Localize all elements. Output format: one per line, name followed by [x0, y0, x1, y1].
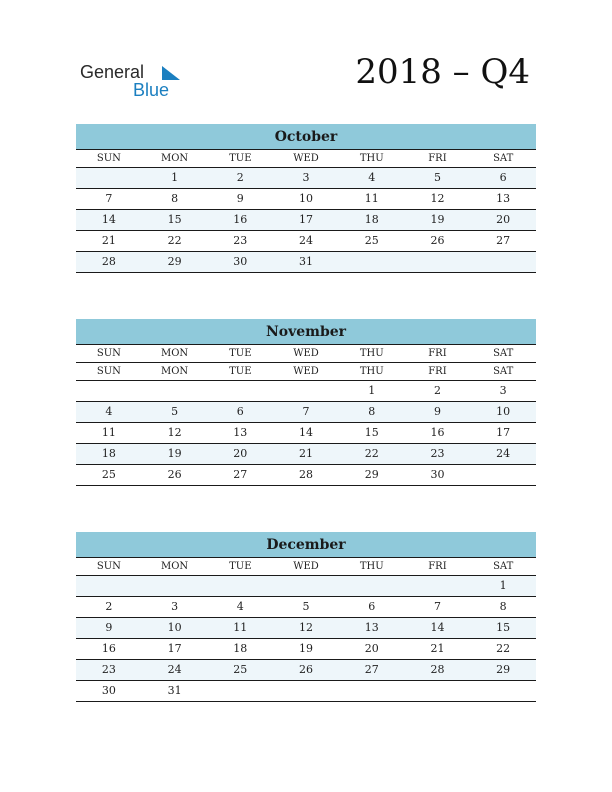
day-cell: 31 — [167, 684, 182, 697]
day-cell: 18 — [364, 213, 379, 226]
weekday-label: SUN — [96, 366, 121, 377]
general-blue-logo — [80, 62, 180, 102]
weekday-label: SUN — [96, 561, 121, 572]
day-cell: 22 — [496, 642, 511, 655]
day-cell: 5 — [171, 405, 179, 418]
day-cell: 8 — [368, 405, 376, 418]
logo-word-general: General — [80, 62, 145, 82]
day-cell: 29 — [364, 468, 379, 481]
day-cell: 18 — [233, 642, 248, 655]
day-cell — [207, 381, 273, 401]
day-cell: 17 — [167, 642, 182, 655]
day-cell: 3 — [302, 171, 310, 184]
day-cell: 23 — [101, 663, 116, 676]
day-cell: 15 — [167, 213, 182, 226]
day-cell: 28 — [101, 255, 116, 268]
day-cell: 27 — [233, 468, 248, 481]
day-cell: 19 — [167, 447, 182, 460]
weekday-label: FRI — [428, 348, 447, 359]
day-cell — [470, 681, 536, 701]
weekday-label: SAT — [493, 366, 514, 377]
weekday-label: TUE — [229, 561, 252, 572]
month-title: October — [76, 124, 536, 150]
page-title: 2018 – Q4 — [355, 52, 530, 92]
week-row — [76, 618, 536, 639]
day-cell: 23 — [233, 234, 248, 247]
day-cell: 9 — [433, 405, 441, 418]
day-cell — [405, 576, 471, 596]
week-row — [76, 381, 536, 402]
weekday-label: THU — [359, 153, 384, 164]
weekday-label: SUN — [96, 153, 121, 164]
day-cell: 22 — [167, 234, 182, 247]
day-cell: 11 — [101, 426, 116, 439]
day-cell — [405, 681, 471, 701]
day-cell — [76, 576, 142, 596]
day-cell: 2 — [105, 600, 113, 613]
day-cell — [142, 381, 208, 401]
day-cell: 28 — [299, 468, 314, 481]
day-cell: 15 — [364, 426, 379, 439]
day-cell: 2 — [433, 384, 441, 397]
day-cell: 30 — [101, 684, 116, 697]
weekday-label: SAT — [493, 153, 514, 164]
day-cell: 24 — [167, 663, 182, 676]
weekday-label: WED — [293, 348, 319, 359]
week-row — [76, 597, 536, 618]
day-cell: 27 — [496, 234, 511, 247]
weekday-label: TUE — [229, 366, 252, 377]
day-cell: 12 — [430, 192, 445, 205]
month-december — [76, 532, 536, 702]
day-cell: 29 — [496, 663, 511, 676]
day-cell: 16 — [233, 213, 248, 226]
day-cell: 5 — [302, 600, 310, 613]
day-cell: 22 — [364, 447, 379, 460]
weekday-label: MON — [160, 153, 189, 164]
day-cell — [207, 681, 273, 701]
day-cell: 26 — [299, 663, 314, 676]
day-cell: 17 — [496, 426, 511, 439]
weekday-label: TUE — [229, 348, 252, 359]
day-cell: 11 — [233, 621, 248, 634]
day-cell: 26 — [167, 468, 182, 481]
weekday-label: WED — [293, 366, 319, 377]
weekday-label: MON — [160, 348, 189, 359]
week-row — [76, 639, 536, 660]
day-cell: 10 — [167, 621, 182, 634]
day-cell: 21 — [299, 447, 314, 460]
weekday-label: THU — [359, 366, 384, 377]
day-cell — [339, 252, 405, 272]
day-cell: 11 — [364, 192, 379, 205]
weekday-header-row — [76, 345, 536, 363]
day-cell — [76, 168, 142, 188]
day-cell: 4 — [236, 600, 244, 613]
day-cell: 14 — [430, 621, 445, 634]
month-title: November — [76, 319, 536, 345]
weekday-header-row — [76, 150, 536, 168]
day-cell: 21 — [101, 234, 116, 247]
day-cell — [470, 465, 536, 485]
day-cell: 8 — [499, 600, 507, 613]
day-cell: 13 — [496, 192, 511, 205]
day-cell: 12 — [299, 621, 314, 634]
day-cell: 27 — [364, 663, 379, 676]
day-cell: 9 — [105, 621, 113, 634]
week-row — [76, 252, 536, 273]
day-cell — [470, 252, 536, 272]
day-cell: 17 — [299, 213, 314, 226]
week-row — [76, 231, 536, 252]
weekday-label: TUE — [229, 153, 252, 164]
weekday-label: WED — [293, 561, 319, 572]
day-cell: 21 — [430, 642, 445, 655]
day-cell — [142, 576, 208, 596]
day-cell: 10 — [299, 192, 314, 205]
day-cell: 24 — [299, 234, 314, 247]
day-cell: 5 — [433, 171, 441, 184]
day-cell: 23 — [430, 447, 445, 460]
weekday-label: SAT — [493, 561, 514, 572]
weekday-label: SUN — [96, 348, 121, 359]
day-cell: 6 — [236, 405, 244, 418]
weekday-label: THU — [359, 348, 384, 359]
day-cell: 20 — [364, 642, 379, 655]
day-cell: 3 — [171, 600, 179, 613]
day-cell — [273, 381, 339, 401]
week-row — [76, 402, 536, 423]
day-cell — [339, 576, 405, 596]
day-cell: 16 — [101, 642, 116, 655]
weekday-label: MON — [160, 366, 189, 377]
weekday-header-row — [76, 558, 536, 576]
week-row — [76, 681, 536, 702]
day-cell: 25 — [364, 234, 379, 247]
day-cell: 7 — [302, 405, 310, 418]
day-cell: 16 — [430, 426, 445, 439]
day-cell: 3 — [499, 384, 507, 397]
day-cell: 13 — [233, 426, 248, 439]
day-cell: 1 — [499, 579, 507, 592]
day-cell: 14 — [101, 213, 116, 226]
weekday-label: THU — [359, 561, 384, 572]
month-october — [76, 124, 536, 273]
day-cell — [273, 681, 339, 701]
day-cell: 6 — [499, 171, 507, 184]
month-november — [76, 319, 536, 486]
day-cell: 4 — [105, 405, 113, 418]
day-cell: 20 — [233, 447, 248, 460]
logo-word-blue: Blue — [133, 80, 170, 100]
day-cell: 19 — [299, 642, 314, 655]
day-cell: 18 — [101, 447, 116, 460]
day-cell: 19 — [430, 213, 445, 226]
day-cell: 7 — [433, 600, 441, 613]
day-cell — [339, 681, 405, 701]
month-title: December — [76, 532, 536, 558]
weekday-label: FRI — [428, 153, 447, 164]
week-row — [76, 444, 536, 465]
weekday-label: SAT — [493, 348, 514, 359]
week-row — [76, 210, 536, 231]
day-cell: 4 — [368, 171, 376, 184]
day-cell: 14 — [299, 426, 314, 439]
week-row — [76, 660, 536, 681]
day-cell: 1 — [171, 171, 179, 184]
day-cell: 10 — [496, 405, 511, 418]
day-cell: 2 — [236, 171, 244, 184]
day-cell: 12 — [167, 426, 182, 439]
week-row — [76, 168, 536, 189]
weekday-label: MON — [160, 561, 189, 572]
week-row — [76, 465, 536, 486]
weekday-label: WED — [293, 153, 319, 164]
day-cell: 9 — [236, 192, 244, 205]
weekday-label: FRI — [428, 561, 447, 572]
day-cell: 30 — [430, 468, 445, 481]
week-row — [76, 423, 536, 444]
week-row — [76, 576, 536, 597]
day-cell: 26 — [430, 234, 445, 247]
day-cell: 25 — [101, 468, 116, 481]
day-cell: 8 — [171, 192, 179, 205]
day-cell: 31 — [299, 255, 314, 268]
day-cell: 25 — [233, 663, 248, 676]
day-cell — [405, 252, 471, 272]
day-cell: 7 — [105, 192, 113, 205]
day-cell: 6 — [368, 600, 376, 613]
weekday-label: FRI — [428, 366, 447, 377]
day-cell: 1 — [368, 384, 376, 397]
day-cell: 13 — [364, 621, 379, 634]
week-row — [76, 189, 536, 210]
day-cell — [76, 381, 142, 401]
day-cell: 20 — [496, 213, 511, 226]
day-cell — [273, 576, 339, 596]
day-cell: 30 — [233, 255, 248, 268]
day-cell: 15 — [496, 621, 511, 634]
day-cell: 28 — [430, 663, 445, 676]
weekday-header-row — [76, 363, 536, 381]
day-cell: 29 — [167, 255, 182, 268]
day-cell: 24 — [496, 447, 511, 460]
day-cell — [207, 576, 273, 596]
